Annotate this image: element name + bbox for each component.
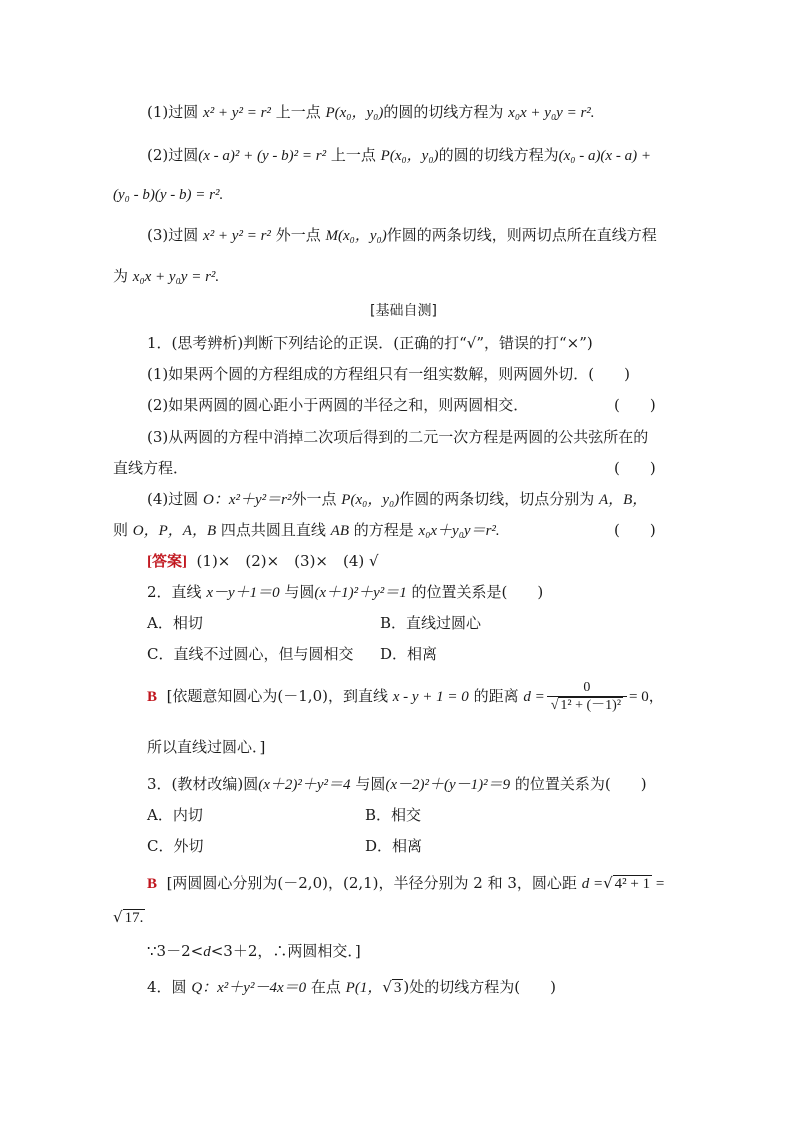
question-3-explanation: B [两圆圆心分别为(－2,0)，(2,1)，半径分别为 2 和 3，圆心距 d =√ 4² + 1 = [147, 874, 665, 892]
question-1-item-3-cont: 直线方程． [113, 459, 189, 477]
question-1-item-3: (3)从两圆的方程中消掉二次项后得到的二元一次方程是两圆的公共弦所在的 [147, 428, 649, 446]
answer-label: [答案] [147, 554, 187, 570]
question-4-stem: 4．圆 Q：x²＋y²－4x＝0 在点 P(1，√ 3 )处的切线方程为( ) [147, 978, 556, 996]
answer-paren-2: ( ) [614, 396, 656, 414]
question-2-option-a: A．相切 [147, 614, 203, 632]
question-2-option-c: C．直线不过圆心，但与圆相交 [147, 645, 354, 663]
question-3-option-d: D．相离 [365, 837, 423, 855]
question-2-explanation-cont: 所以直线过圆心．] [147, 738, 266, 756]
answer-letter-3: B [147, 876, 158, 892]
answer-paren-3: ( ) [614, 459, 656, 477]
question-1-item-4: (4)过圆 O：x²＋y²＝r²外一点 P(x₀，y₀)作圆的两条切线，切点分别为 A，B， [147, 490, 648, 508]
formula-line-3-cont: 为 x₀x + y₀y = r². [113, 267, 220, 285]
formula-line-2-cont: (y₀ - b)(y - b) = r². [113, 187, 224, 203]
question-1-item-1: (1)如果两个圆的方程组成的方程组只有一组实数解，则两圆外切．( ) [147, 365, 630, 383]
question-3-explanation-end: ∵3－2<d<3＋2，∴两圆相交．] [147, 942, 361, 960]
question-3-option-c: C．外切 [147, 837, 204, 855]
question-2-stem: 2．直线 x－y＋1＝0 与圆(x＋1)²＋y²＝1 的位置关系是( ) [147, 583, 544, 601]
question-1-item-4-cont: 则 O，P，A，B 四点共圆且直线 AB 的方程是 x₀x＋y₀y＝r². [113, 521, 500, 539]
answer-letter: B [147, 689, 158, 705]
formula-line-1: (1)过圆 x² + y² = r² 上一点 P(x₀，y₀)的圆的切线方程为 x₀x + y₀y = r². [147, 103, 595, 121]
formula-line-3: (3)过圆 x² + y² = r² 外一点 M(x₀，y₀)作圆的两条切线，则两切点所在直线方程 [147, 226, 657, 244]
question-2-option-b: B．直线过圆心 [380, 614, 482, 632]
section-title: [基础自测] [370, 303, 437, 319]
question-2-explanation: B [依题意知圆心为(－1,0)，到直线 x - y + 1 = 0 的距离 d = $\frac{0}{\text{√ 1² + (－1)²}}$ = 0， [147, 679, 664, 713]
question-1-item-2: (2)如果两圆的圆心距小于两圆的半径之和，则两圆相交． [147, 396, 529, 414]
question-3-explanation-cont: √ 17. [113, 908, 144, 926]
question-3-option-a: A．内切 [147, 806, 203, 824]
question-1-answer: [答案] (1)× (2)× (3)× (4) √ [147, 552, 379, 570]
question-1-stem: 1．(思考辨析)判断下列结论的正误．(正确的打“√”，错误的打“×”) [147, 334, 593, 352]
distance-fraction: $\frac{0}{\text{√ 1² + (－1)²}}$ [547, 680, 627, 715]
question-3-option-b: B．相交 [365, 806, 422, 824]
question-3-stem: 3．(教材改编)圆(x＋2)²＋y²＝4 与圆(x－2)²＋(y－1)²＝9 的位置关系为( ) [147, 775, 647, 793]
answer-paren-4: ( ) [614, 521, 656, 539]
question-2-option-d: D．相离 [380, 645, 438, 663]
formula-line-2: (2)过圆(x - a)² + (y - b)² = r² 上一点 P(x₀，y₀)的圆的切线方程为(x₀ - a)(x - a) + [147, 146, 651, 164]
